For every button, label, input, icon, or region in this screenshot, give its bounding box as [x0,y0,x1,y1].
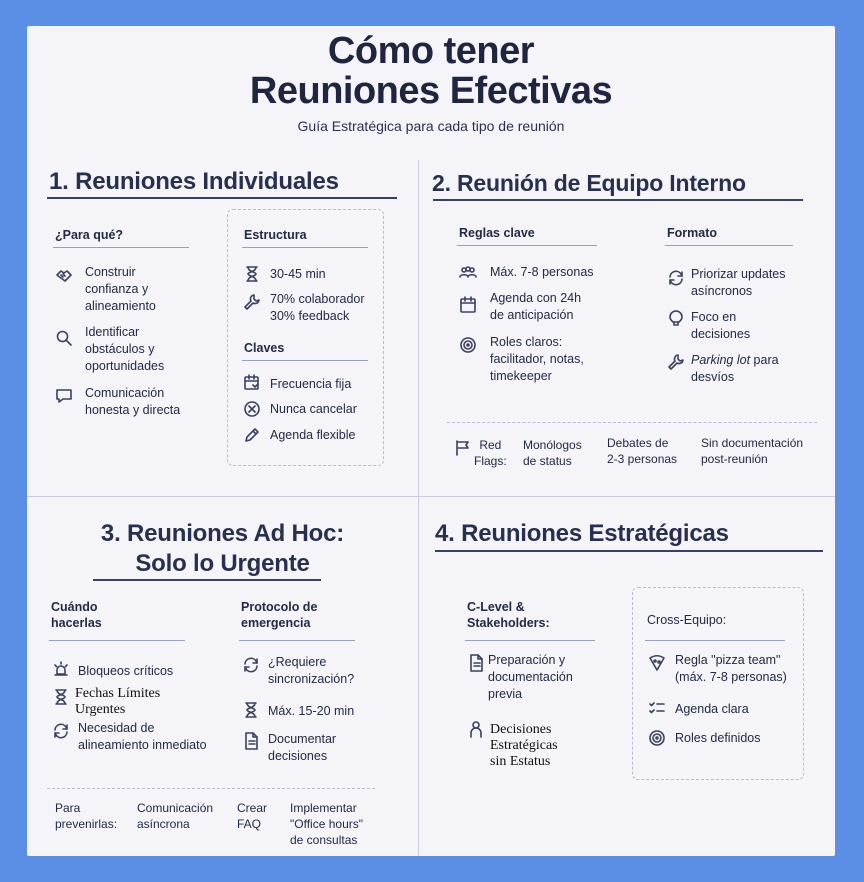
s2-formato-parking [691,352,779,386]
wrench-icon [243,293,261,311]
s2-red-flag-3: Sin documentación post-reunión [701,436,804,466]
s1-estructura-ratio: 70% colaborador 30% feedback [270,292,365,323]
s1-estructura-rule [242,247,368,248]
s2-formato-heading: Formato [667,226,717,240]
section-1-underline [47,197,397,199]
s1-estructura-heading: Estructura [244,228,307,242]
s2-parking-lot-emphasis: Parking lot [691,353,751,367]
s2-reglas-rule [457,245,597,246]
hourglass-icon [243,265,261,283]
s2-reglas-heading: Reglas clave [459,226,535,240]
s3-cuando-heading: Cuándo hacerlas [51,600,102,630]
pencil-icon [243,426,261,444]
wrench-icon [667,353,685,371]
s4-clevel-preparacion: Preparación y documentación previa [488,653,573,701]
s3-protocolo-heading: Protocolo de emergencia [241,600,318,630]
section-3-underline [93,579,321,581]
s3-protocolo-rule [239,640,355,641]
s4-cross-rule [645,640,785,641]
s1-item-identificar: Identificar obstáculos y oportunidades [85,325,165,373]
s3-cuando-fechas: Fechas Límites Urgentes [75,686,161,717]
speech-bubble-icon [55,387,73,405]
s4-clevel-rule [465,640,595,641]
document-icon [467,654,485,672]
s2-reglas-roles: Roles claros: facilitador, notas, timekeeper [490,335,584,383]
page-subtitle: Guía Estratégica para cada tipo de reunión [297,118,565,134]
section-2-title: 2. Reunión de Equipo Interno [432,170,746,196]
s1-item-construir: Construir confianza y alineamiento [85,265,156,313]
s4-clevel-decisiones: Decisiones Estratégicas sin Estatus [490,722,558,769]
section-4-underline [435,550,823,552]
vertical-divider [418,160,419,856]
horizontal-divider [27,496,835,497]
hourglass-icon [52,688,70,706]
s4-clevel-heading: C-Level & Stakeholders: [467,600,550,630]
s1-claves-heading: Claves [244,341,285,355]
calendar-repeat-icon [243,374,261,392]
target-icon [648,729,666,747]
s2-formato-rule [665,245,793,246]
hourglass-icon [242,701,260,719]
section-3-title-line2: Solo lo Urgente [135,550,310,577]
section-1-title: 1. Reuniones Individuales [49,168,339,195]
section-2-underline [433,199,803,201]
s2-parking-lot-rest: para desvíos [691,353,779,384]
s1-claves-agenda: Agenda flexible [270,428,356,442]
s2-red-flag-2: Debates de 2-3 personas [607,436,678,466]
s2-red-flags-label: Red Flags: [474,438,507,468]
s2-formato-updates: Priorizar updates asíncronos [691,267,786,298]
calendar-icon [459,296,477,314]
person-icon [467,720,485,738]
s3-prevenir-2: Crear FAQ [237,801,268,831]
s2-reglas-agenda: Agenda con 24h de anticipación [490,291,582,322]
s3-cuando-necesidad: Necesidad de alineamiento inmediato [78,721,207,752]
s1-estructura-duration: 30-45 min [270,267,326,281]
page-title-line2: Reuniones Efectivas [249,70,613,112]
s1-item-comunicacion: Comunicación honesta y directa [85,386,181,417]
s1-claves-frecuencia: Frecuencia fija [270,377,352,391]
s2-formato-foco: Foco en decisiones [691,310,751,341]
section-3-title-line1: 3. Reuniones Ad Hoc: [100,520,345,547]
s1-para-que-heading: ¿Para qué? [55,228,124,242]
people-icon [459,263,477,281]
refresh-icon [667,269,685,287]
s4-cross-agenda: Agenda clara [675,702,749,716]
s3-prevenir-label: Para prevenirlas: [55,801,118,831]
s1-claves-nunca: Nunca cancelar [270,402,357,416]
flag-icon [454,439,472,457]
s1-claves-rule [242,360,368,361]
infographic-sheet [27,26,835,856]
refresh-icon [52,722,70,740]
page-title-line1: Cómo tener [327,30,535,72]
s3-cuando-bloqueos: Bloqueos críticos [78,664,174,678]
s3-cuando-rule [49,640,185,641]
s3-prevenir-1: Comunicación asíncrona [137,801,214,831]
section-4-title: 4. Reuniones Estratégicas [435,520,729,547]
s3-protocolo-max: Máx. 15-20 min [268,704,355,718]
s4-cross-heading: Cross-Equipo: [647,613,727,627]
s4-cross-roles: Roles definidos [675,731,761,745]
lightbulb-icon [667,310,685,328]
s3-protocolo-documentar: Documentar decisiones [268,732,337,763]
s2-red-flag-1: Monólogos de status [523,438,582,468]
s4-cross-pizza: Regla "pizza team" (máx. 7-8 personas) [675,653,787,684]
s1-para-que-rule [53,247,189,248]
handshake-icon [55,266,73,284]
alarm-light-icon [52,660,70,678]
target-icon [459,336,477,354]
s3-prevenir-3: Implementar "Office hours" de consultas [290,801,363,847]
x-circle-icon [243,400,261,418]
magnifier-icon [55,329,73,347]
s2-reglas-max: Máx. 7-8 personas [490,265,594,279]
document-icon [242,732,260,750]
refresh-icon [242,656,260,674]
s3-protocolo-requiere: ¿Requiere sincronización? [268,655,355,686]
checklist-icon [648,699,666,717]
s3-dash-separator [47,788,375,789]
pizza-icon [648,654,666,672]
s2-dash-separator [447,422,817,423]
